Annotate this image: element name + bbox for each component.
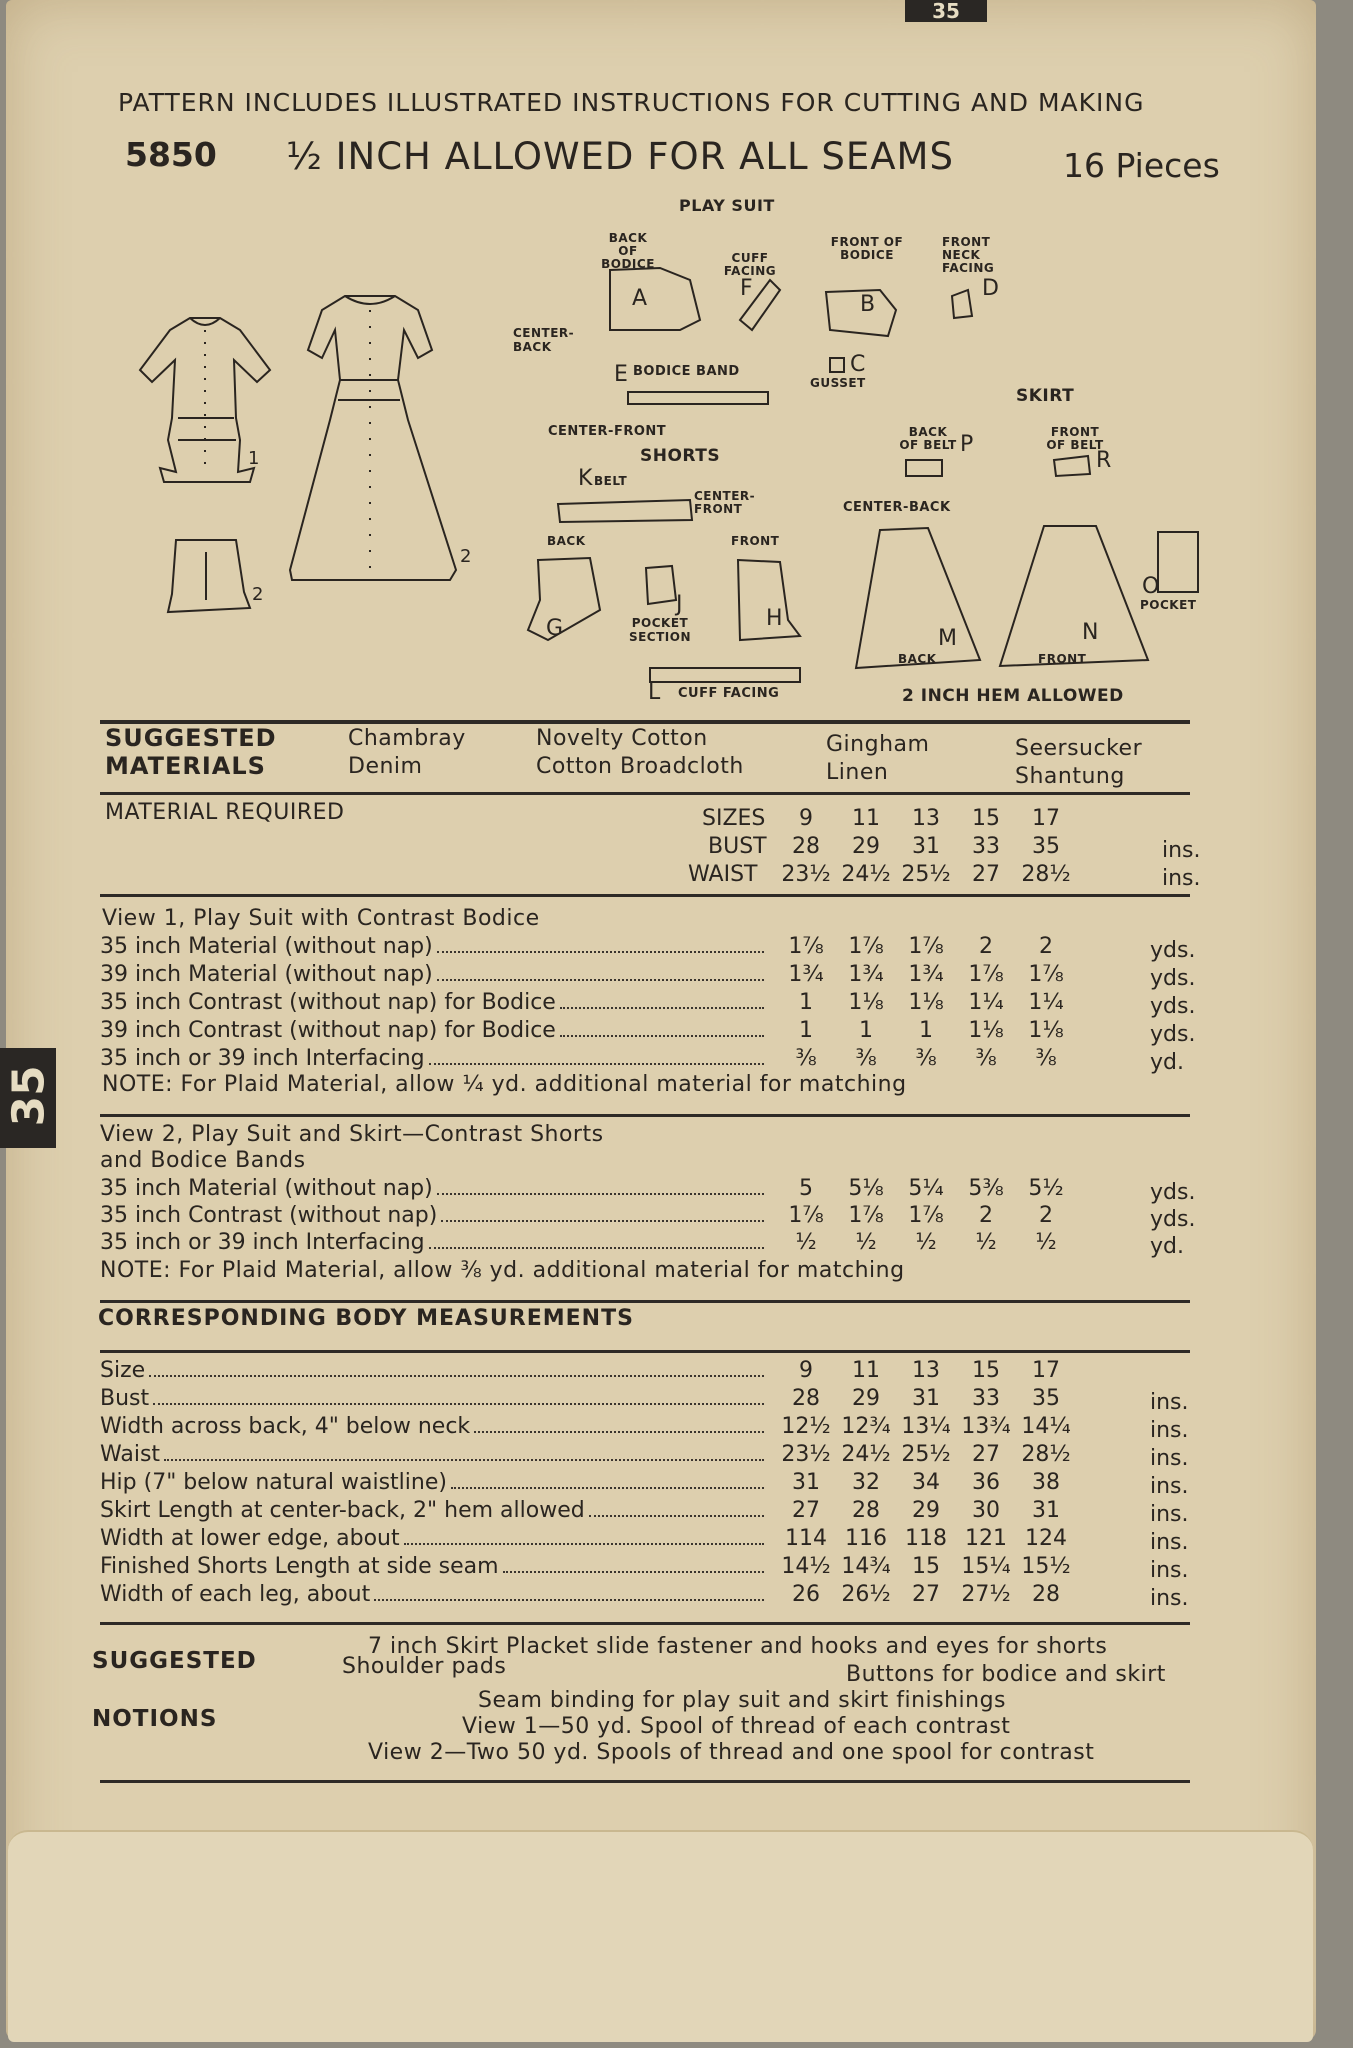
- row-label: 35 inch Contrast (without nap) for Bodice: [100, 990, 556, 1015]
- row-value: 14¼: [1021, 1414, 1071, 1439]
- dot-leader: [437, 979, 764, 981]
- dot-leader: [437, 1193, 764, 1195]
- row-value: 25½: [901, 1442, 951, 1467]
- row-label: Width across back, 4" below neck: [100, 1414, 471, 1439]
- table-row: [100, 1554, 1200, 1582]
- row-value: 1¾: [788, 962, 824, 987]
- row-value: 28: [852, 1498, 880, 1523]
- row-value: 13: [912, 1358, 940, 1383]
- row-value: 13¼: [901, 1414, 951, 1439]
- material-denim: Denim: [348, 754, 423, 779]
- row-value: 28: [792, 1386, 820, 1411]
- bust-label: BUST: [708, 834, 767, 859]
- row-unit: ins.: [1150, 1446, 1189, 1471]
- row-value: 1¼: [968, 990, 1004, 1015]
- row-value: 33: [972, 1386, 1000, 1411]
- cuff-facing-label-2: CUFF FACING: [678, 686, 780, 701]
- unit: ins.: [1162, 838, 1201, 863]
- row-value: 1⅛: [848, 990, 884, 1015]
- divider: [100, 1300, 1190, 1303]
- row-label: Bust: [100, 1386, 150, 1411]
- row-value: 32: [852, 1470, 880, 1495]
- belt-label: BELT: [594, 474, 628, 488]
- row-value: 27: [792, 1498, 820, 1523]
- view2-label: 2: [252, 584, 264, 605]
- divider: [100, 1780, 1190, 1783]
- row-value: ⅜: [915, 1046, 937, 1071]
- row-value: 12½: [781, 1414, 831, 1439]
- row-value: 5⅜: [968, 1176, 1004, 1201]
- table-row: [100, 1582, 1200, 1610]
- divider: [100, 1622, 1190, 1625]
- row-value: 12¾: [841, 1414, 891, 1439]
- material-novelty-cotton: Novelty Cotton: [536, 726, 708, 751]
- row-value: 2: [1039, 934, 1053, 959]
- notion-seam-binding: Seam binding for play suit and skirt finishings: [478, 1688, 1007, 1713]
- row-value: 34: [912, 1470, 940, 1495]
- row-value: 30: [972, 1498, 1000, 1523]
- row-value: ⅜: [795, 1046, 817, 1071]
- sizes-row: [100, 806, 1200, 834]
- divider: [100, 1114, 1190, 1117]
- row-unit: ins.: [1150, 1586, 1189, 1611]
- row-value: 1: [859, 1018, 873, 1043]
- row-value: 15: [912, 1554, 940, 1579]
- row-value: 5¼: [908, 1176, 944, 1201]
- notion-buttons: Buttons for bodice and skirt: [846, 1662, 1166, 1687]
- table-row: [100, 1046, 1200, 1074]
- size-value: 9: [799, 806, 813, 831]
- row-value: 5½: [1028, 1176, 1064, 1201]
- waist-value: 24½: [841, 862, 891, 887]
- row-label: 35 inch Material (without nap): [100, 934, 433, 959]
- row-value: 1¾: [848, 962, 884, 987]
- material-seersucker: Seersucker: [1015, 736, 1143, 761]
- row-value: 1: [919, 1018, 933, 1043]
- row-value: 28: [1032, 1582, 1060, 1607]
- row-value: ⅜: [975, 1046, 997, 1071]
- row-value: 28½: [1021, 1442, 1071, 1467]
- table-row: [100, 934, 1200, 962]
- table-row: [100, 990, 1200, 1018]
- row-value: 1⅞: [908, 1203, 944, 1228]
- row-label: 39 inch Material (without nap): [100, 962, 433, 987]
- tab-number-top: 35: [905, 0, 987, 22]
- divider: [100, 1350, 1190, 1353]
- row-value: ⅜: [1035, 1046, 1057, 1071]
- pattern-number: 5850: [125, 135, 217, 174]
- front-neck-facing-label: FRONT NECK FACING: [942, 235, 995, 275]
- row-value: 1⅞: [1028, 962, 1064, 987]
- shorts-back-label: BACK: [547, 534, 586, 548]
- piece-letter-e: E: [614, 362, 628, 387]
- body-measurements-title: CORRESPONDING BODY MEASUREMENTS: [98, 1306, 634, 1331]
- row-value: 31: [912, 1386, 940, 1411]
- piece-letter-a: A: [632, 286, 648, 311]
- material-gingham: Gingham: [826, 732, 930, 757]
- piece-letter-f: F: [740, 276, 753, 301]
- row-value: 2: [979, 1203, 993, 1228]
- table-row: [100, 962, 1200, 990]
- pocket-section-label: POCKET SECTION: [628, 616, 692, 644]
- dot-leader: [153, 1403, 764, 1405]
- bust-value: 33: [972, 834, 1000, 859]
- row-value: 17: [1032, 1358, 1060, 1383]
- piece-letter-g: G: [546, 616, 564, 641]
- row-unit: ins.: [1150, 1418, 1189, 1443]
- row-unit: yd.: [1150, 1050, 1184, 1075]
- center-front-label-2: CENTER- FRONT: [694, 489, 756, 516]
- material-required-title: MATERIAL REQUIRED: [105, 800, 345, 825]
- view1-title: View 1, Play Suit with Contrast Bodice: [102, 906, 540, 931]
- piece-letter-c: C: [850, 352, 866, 377]
- envelope-flap: [8, 1830, 1313, 2042]
- dot-leader: [164, 1459, 764, 1461]
- size-value: 17: [1032, 806, 1060, 831]
- row-value: 29: [912, 1498, 940, 1523]
- front-bodice-label: FRONT OF BODICE: [830, 235, 904, 262]
- table-row: [100, 1386, 1200, 1414]
- row-value: 5⅛: [848, 1176, 884, 1201]
- notion-view2-thread: View 2—Two 50 yd. Spools of thread and one spool for contrast: [368, 1740, 1095, 1765]
- front-belt-label: FRONT OF BELT: [1046, 425, 1104, 452]
- table-row: [100, 1498, 1200, 1526]
- table-row: [100, 1470, 1200, 1498]
- row-value: 118: [905, 1526, 947, 1551]
- row-label: Waist: [100, 1442, 161, 1467]
- row-unit: yds.: [1150, 966, 1196, 991]
- row-value: 27: [912, 1582, 940, 1607]
- row-unit: ins.: [1150, 1390, 1189, 1415]
- material-chambray: Chambray: [348, 726, 466, 751]
- piece-letter-m: M: [938, 626, 957, 651]
- waist-value: 27: [972, 862, 1000, 887]
- row-value: ⅜: [855, 1046, 877, 1071]
- row-label: 35 inch Material (without nap): [100, 1176, 433, 1201]
- size-value: 13: [912, 806, 940, 831]
- row-value: ½: [975, 1230, 997, 1255]
- shorts-title: SHORTS: [640, 446, 721, 466]
- piece-letter-k: K: [578, 466, 593, 491]
- row-value: 15¼: [961, 1554, 1011, 1579]
- row-unit: ins.: [1150, 1558, 1189, 1583]
- dot-leader: [441, 1220, 764, 1222]
- table-row: [100, 1018, 1200, 1046]
- row-value: 2: [1039, 1203, 1053, 1228]
- gusset-label: GUSSET: [810, 376, 866, 390]
- row-value: 31: [792, 1470, 820, 1495]
- bust-value: 29: [852, 834, 880, 859]
- row-value: 1¼: [1028, 990, 1064, 1015]
- row-value: 1⅛: [908, 990, 944, 1015]
- dot-leader: [429, 1063, 764, 1065]
- row-value: 26½: [841, 1582, 891, 1607]
- size-value: 11: [852, 806, 880, 831]
- row-value: ½: [915, 1230, 937, 1255]
- hem-allowance: 2 INCH HEM ALLOWED: [902, 686, 1124, 706]
- row-value: 27½: [961, 1582, 1011, 1607]
- shorts-front-label: FRONT: [731, 534, 780, 548]
- skirt-front-label: FRONT: [1038, 652, 1087, 666]
- row-value: ½: [1035, 1230, 1057, 1255]
- table-row: [100, 1526, 1200, 1554]
- row-value: 1⅞: [908, 934, 944, 959]
- row-value: 24½: [841, 1442, 891, 1467]
- table-row: [100, 1176, 1200, 1204]
- tab-number-side: 35: [0, 1048, 56, 1148]
- piece-letter-h: H: [766, 606, 783, 631]
- row-value: 35: [1032, 1386, 1060, 1411]
- row-unit: yds.: [1150, 1207, 1196, 1232]
- row-value: 1⅛: [968, 1018, 1004, 1043]
- row-value: 11: [852, 1358, 880, 1383]
- view2-title-2: and Bodice Bands: [100, 1148, 306, 1173]
- piece-letter-j: J: [676, 592, 683, 617]
- row-value: 116: [845, 1526, 887, 1551]
- table-row: [100, 1203, 1200, 1231]
- row-unit: ins.: [1150, 1530, 1189, 1555]
- table-row: [100, 1414, 1200, 1442]
- row-value: 5: [799, 1176, 813, 1201]
- seam-allowance: ½ INCH ALLOWED FOR ALL SEAMS: [286, 135, 954, 178]
- view1-note: NOTE: For Plaid Material, allow ¼ yd. additional material for matching: [102, 1072, 907, 1097]
- skirt-back-label: BACK: [898, 652, 937, 666]
- material-shantung: Shantung: [1015, 764, 1125, 789]
- view1-label: 1: [248, 448, 260, 469]
- row-value: 121: [965, 1526, 1007, 1551]
- row-value: 1¾: [908, 962, 944, 987]
- bust-value: 28: [792, 834, 820, 859]
- skirt-center-back-label: CENTER-BACK: [843, 500, 951, 515]
- notion-view1-thread: View 1—50 yd. Spool of thread of each contrast: [462, 1714, 1011, 1739]
- row-unit: yds.: [1150, 1022, 1196, 1047]
- dot-leader: [149, 1375, 764, 1377]
- back-belt-label: BACK OF BELT: [899, 425, 957, 452]
- row-label: 35 inch or 39 inch Interfacing: [100, 1046, 425, 1071]
- dot-leader: [374, 1599, 764, 1601]
- dot-leader: [437, 951, 764, 953]
- back-bodice-label: BACK OF BODICE: [601, 231, 655, 271]
- row-value: 31: [1032, 1498, 1060, 1523]
- piece-letter-r: R: [1096, 448, 1112, 473]
- view2-note: NOTE: For Plaid Material, allow ⅜ yd. additional material for matching: [100, 1258, 905, 1283]
- cuff-facing-label: CUFF FACING: [723, 251, 777, 278]
- row-label: 39 inch Contrast (without nap) for Bodice: [100, 1018, 556, 1043]
- bodice-band-label: BODICE BAND: [633, 364, 740, 379]
- dot-leader: [474, 1431, 764, 1433]
- instructions-header: PATTERN INCLUDES ILLUSTRATED INSTRUCTIONS FOR CUTTING AND MAKING: [118, 88, 1145, 117]
- row-value: 2: [979, 934, 993, 959]
- view2-title-1: View 2, Play Suit and Skirt—Contrast Shorts: [100, 1122, 604, 1147]
- row-value: 1⅞: [848, 1203, 884, 1228]
- row-unit: ins.: [1150, 1502, 1189, 1527]
- row-value: 9: [799, 1358, 813, 1383]
- table-row: [100, 1442, 1200, 1470]
- row-value: 15½: [1021, 1554, 1071, 1579]
- divider: [100, 792, 1190, 795]
- unit: ins.: [1162, 866, 1201, 891]
- row-value: 1⅛: [1028, 1018, 1064, 1043]
- row-value: 1⅞: [848, 934, 884, 959]
- notion-shoulder-pads: Shoulder pads: [342, 1654, 507, 1679]
- row-value: ½: [855, 1230, 877, 1255]
- row-value: 36: [972, 1470, 1000, 1495]
- table-row: [100, 1230, 1200, 1258]
- row-label: 35 inch or 39 inch Interfacing: [100, 1230, 425, 1255]
- row-value: 23½: [781, 1442, 831, 1467]
- row-value: 27: [972, 1442, 1000, 1467]
- dot-leader: [503, 1571, 764, 1573]
- piece-letter-l: L: [648, 680, 661, 705]
- skirt-title: SKIRT: [1016, 386, 1075, 406]
- pocket-label: POCKET: [1140, 598, 1197, 612]
- sizes-label: SIZES: [702, 806, 766, 831]
- dot-leader: [451, 1487, 764, 1489]
- row-value: 26: [792, 1582, 820, 1607]
- row-value: 13¾: [961, 1414, 1011, 1439]
- dot-leader: [560, 1035, 764, 1037]
- row-unit: yds.: [1150, 938, 1196, 963]
- dot-leader: [429, 1247, 764, 1249]
- notions-label-2: NOTIONS: [92, 1706, 218, 1732]
- row-label: Finished Shorts Length at side seam: [100, 1554, 499, 1579]
- material-linen: Linen: [826, 760, 889, 785]
- row-value: 29: [852, 1386, 880, 1411]
- row-value: 114: [785, 1526, 827, 1551]
- waist-value: 28½: [1021, 862, 1071, 887]
- waist-value: 25½: [901, 862, 951, 887]
- bust-row: [100, 834, 1200, 862]
- material-cotton-broadcloth: Cotton Broadcloth: [536, 754, 744, 779]
- row-value: ½: [795, 1230, 817, 1255]
- play-suit-title: PLAY SUIT: [679, 196, 775, 215]
- row-label: Hip (7" below natural waistline): [100, 1470, 447, 1495]
- row-label: Width of each leg, about: [100, 1582, 371, 1607]
- piece-count: 16 Pieces: [1063, 146, 1220, 185]
- row-value: 1⅞: [788, 1203, 824, 1228]
- table-row: [100, 1358, 1200, 1386]
- notions-label-1: SUGGESTED: [92, 1648, 257, 1674]
- row-value: 1⅞: [788, 934, 824, 959]
- row-label: Skirt Length at center-back, 2" hem allowed: [100, 1498, 585, 1523]
- divider: [100, 894, 1190, 897]
- row-value: 1⅞: [968, 962, 1004, 987]
- dot-leader: [404, 1543, 764, 1545]
- materials-label-1: SUGGESTED: [105, 724, 277, 752]
- row-value: 38: [1032, 1470, 1060, 1495]
- waist-value: 23½: [781, 862, 831, 887]
- row-unit: yd.: [1150, 1234, 1184, 1259]
- row-value: 1: [799, 990, 813, 1015]
- row-value: 124: [1025, 1526, 1067, 1551]
- row-value: 14½: [781, 1554, 831, 1579]
- row-unit: yds.: [1150, 1180, 1196, 1205]
- view2-label: 2: [460, 546, 472, 567]
- row-value: 14¾: [841, 1554, 891, 1579]
- piece-letter-b: B: [860, 292, 876, 317]
- materials-label-2: MATERIALS: [105, 752, 266, 780]
- row-unit: ins.: [1150, 1474, 1189, 1499]
- dot-leader: [560, 1007, 764, 1009]
- size-value: 15: [972, 806, 1000, 831]
- dot-leader: [589, 1515, 764, 1517]
- piece-letter-n: N: [1082, 620, 1099, 645]
- row-label: Width at lower edge, about: [100, 1526, 400, 1551]
- bust-value: 31: [912, 834, 940, 859]
- waist-label: WAIST: [688, 862, 758, 887]
- row-value: 15: [972, 1358, 1000, 1383]
- center-front-label: CENTER-FRONT: [548, 424, 667, 439]
- piece-letter-o: O: [1142, 574, 1160, 599]
- notion-placket: 7 inch Skirt Placket slide fastener and hooks and eyes for shorts: [368, 1634, 1108, 1659]
- row-unit: yds.: [1150, 994, 1196, 1019]
- center-back-label: CENTER- BACK: [513, 326, 575, 354]
- row-label: 35 inch Contrast (without nap): [100, 1203, 438, 1228]
- bust-value: 35: [1032, 834, 1060, 859]
- piece-letter-p: P: [960, 432, 974, 457]
- row-label: Size: [100, 1358, 146, 1383]
- piece-letter-d: D: [982, 276, 999, 301]
- row-value: 1: [799, 1018, 813, 1043]
- waist-row: [100, 862, 1200, 890]
